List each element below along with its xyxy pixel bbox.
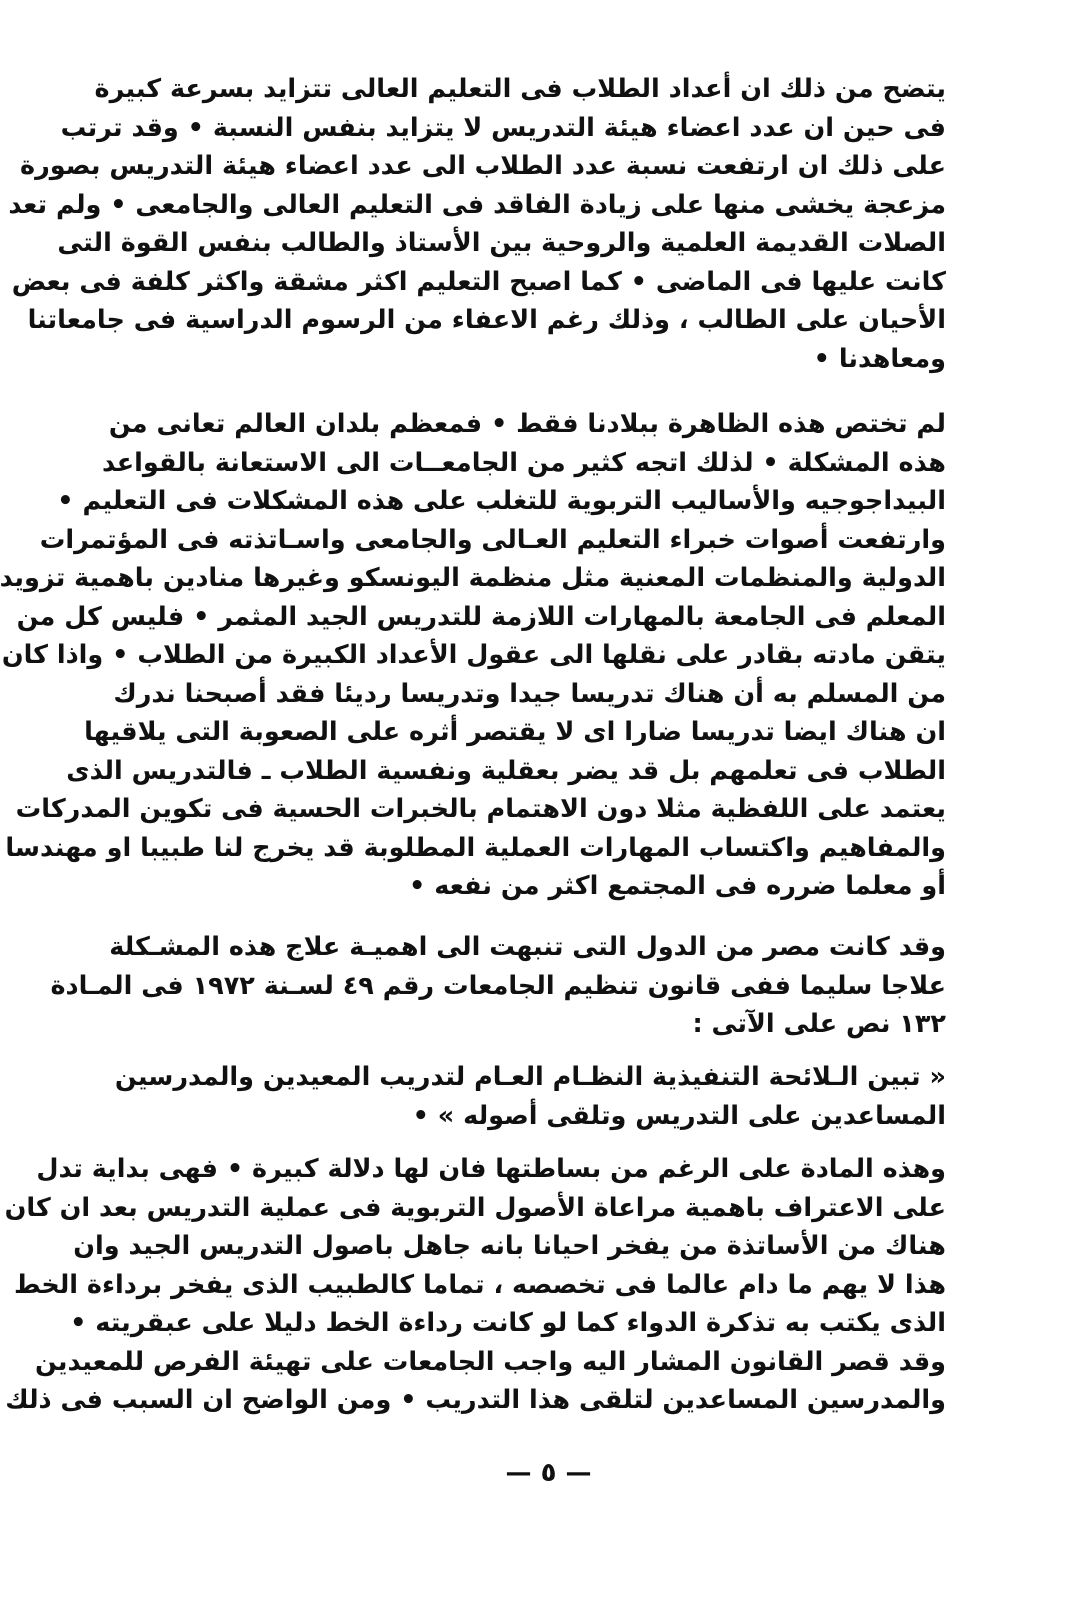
paragraph-1 bbox=[8, 70, 946, 378]
text-line: ان هناك ايضا تدريسا ضارا اى لا يقتصر أثره على الصعوبة التى يلاقيها bbox=[84, 717, 946, 747]
text-line: على ذلك ان ارتفعت نسبة عدد الطلاب الى عدد اعضاء هيئة التدريس بصورة bbox=[20, 151, 946, 181]
text-line: الصلات القديمة العلمية والروحية بين الأستاذ والطالب بنفس القوة التى bbox=[57, 228, 946, 258]
text-line: المساعدين على التدريس وتلقى أصوله » • bbox=[412, 1100, 946, 1131]
text-line: هذه المشكلة • لذلك اتجه كثير من الجامعــات الى الاستعانة بالقواعد bbox=[101, 447, 946, 478]
text-line: وقد قصر القانون المشار اليه واجب الجامعات على تهيئة الفرص للمعيدين bbox=[34, 1346, 946, 1377]
text-line: الدولية والمنظمات المعنية مثل منظمة اليونسكو وغيرها منادين باهمية تزويد bbox=[0, 563, 946, 593]
text-line: هذا لا يهم ما دام عالما فى تخصصه ، تماما كالطبيب الذى يفخر برداءة الخط bbox=[14, 1269, 946, 1300]
text-line: المعلم فى الجامعة بالمهارات اللازمة للتدريس الجيد المثمر • فليس كل من bbox=[16, 601, 946, 632]
text-line: مزعجة يخشى منها على زيادة الفاقد فى التعليم العالى والجامعى • ولم تعد bbox=[8, 189, 946, 220]
text-line: يعتمد على اللفظية مثلا دون الاهتمام بالخبرات الحسية فى تكوين المدركات bbox=[15, 794, 946, 824]
text-line: ومعاهدنا • bbox=[813, 343, 946, 374]
text-line: من المسلم به أن هناك تدريسا جيدا وتدريسا رديئا فقد أصبحنا ندرك bbox=[113, 678, 946, 709]
text-line: يتقن مادته بقادر على نقلها الى عقول الأعداد الكبيرة من الطلاب • واذا كان bbox=[1, 640, 946, 670]
law-quote bbox=[114, 1058, 946, 1135]
text-line: أو معلما ضرره فى المجتمع اكثر من نفعه • bbox=[409, 871, 946, 901]
text-line: البيداجوجيه والأساليب التربوية للتغلب على هذه المشكلات فى التعليم • bbox=[57, 486, 946, 516]
text-line: كانت عليها فى الماضى • كما اصبح التعليم اكثر مشقة واكثر كلفة فى بعض bbox=[11, 266, 946, 297]
text-line: الأحيان على الطالب ، وذلك رغم الاعفاء من الرسوم الدراسية فى جامعاتنا bbox=[27, 305, 946, 335]
text-line: على الاعتراف باهمية مراعاة الأصول التربوية فى عملية التدريس بعد ان كان bbox=[4, 1192, 946, 1223]
text-line: ١٣٢ نص على الآتى : bbox=[692, 1009, 946, 1039]
text-line: والمدرسين المساعدين لتلقى هذا التدريب • ومن الواضح ان السبب فى ذلك bbox=[5, 1385, 946, 1415]
text-line: وهذه المادة على الرغم من بساطتها فان لها دلالة كبيرة • فهى بداية تدل bbox=[36, 1154, 946, 1184]
paragraph-3 bbox=[50, 928, 946, 1044]
text-line: والمفاهيم واكتساب المهارات العملية المطلوبة قد يخرج لنا طبيبا او مهندسا bbox=[5, 832, 946, 863]
text-line: « تبين الـلائحة التنفيذية النظـام العـام لتدريب المعيدين والمدرسين bbox=[114, 1062, 946, 1092]
text-line: فى حين ان عدد اعضاء هيئة التدريس لا يتزايد بنفس النسبة • وقد ترتب bbox=[60, 112, 946, 143]
text-line: لم تختص هذه الظاهرة ببلادنا فقط • فمعظم بلدان العالم تعانى من bbox=[108, 409, 946, 439]
page-number: — ٥ — bbox=[505, 1458, 592, 1488]
text-line: هناك من الأساتذة من يفخر احيانا بانه جاهل باصول التدريس الجيد وان bbox=[73, 1231, 946, 1261]
paragraph-5 bbox=[4, 1150, 946, 1420]
text-line: وارتفعت أصوات خبراء التعليم العـالى والجامعى واسـاتذته فى المؤتمرات bbox=[39, 524, 946, 555]
text-line: يتضح من ذلك ان أعداد الطلاب فى التعليم العالى تتزايد بسرعة كبيرة bbox=[94, 74, 946, 104]
text-line: الطلاب فى تعلمهم بل قد يضر بعقلية ونفسية الطلاب ـ فالتدريس الذى bbox=[66, 755, 946, 786]
text-line: وقد كانت مصر من الدول التى تنبهت الى اهميـة علاج هذه المشـكلة bbox=[109, 932, 946, 962]
paragraph-2 bbox=[0, 405, 946, 906]
text-line: الذى يكتب به تذكرة الدواء كما لو كانت رداءة الخط دليلا على عبقريته • bbox=[70, 1308, 946, 1338]
text-line: علاجا سليما ففى قانون تنظيم الجامعات رقم ٤٩ لسـنة ١٩٧٢ فى المـادة bbox=[50, 970, 946, 1001]
